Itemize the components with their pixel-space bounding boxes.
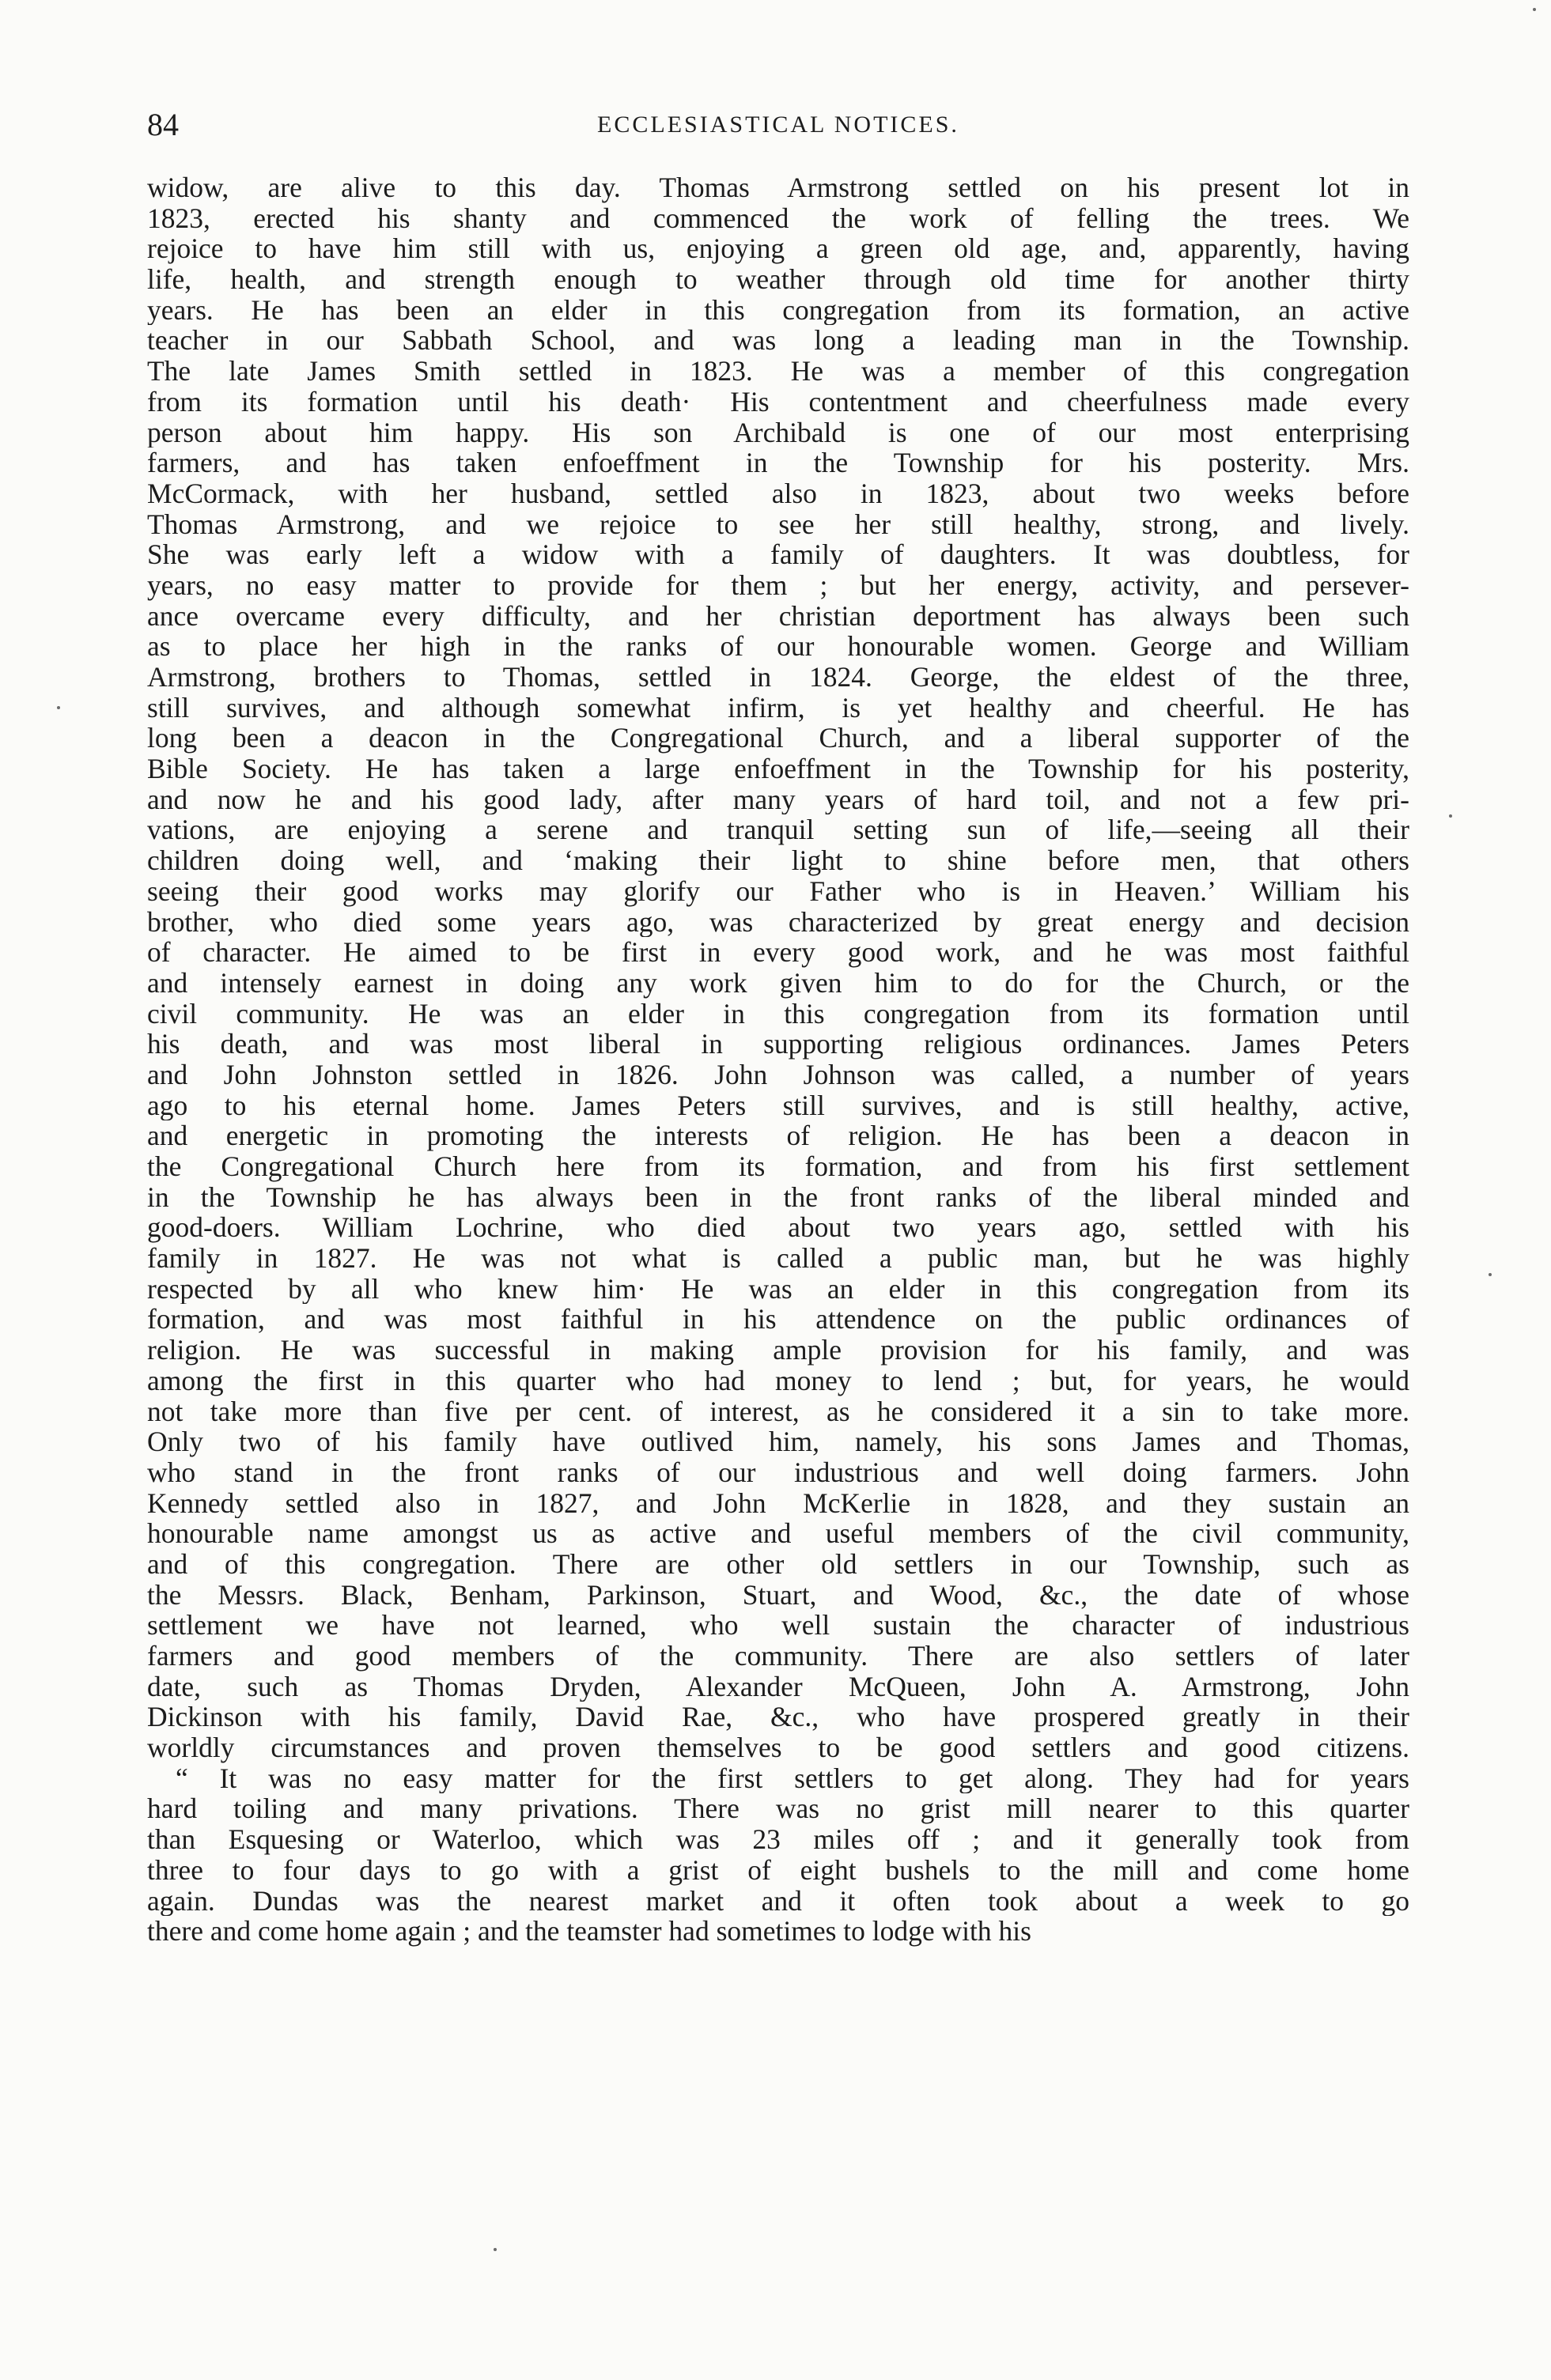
- text-line: farmers, and has taken enfoeffment in the Township for his posterity. Mrs.: [147, 448, 1409, 478]
- text-line: three to four days to go with a grist of eight bushels to the mill and come home: [147, 1854, 1409, 1886]
- running-head: ECCLESIASTICAL NOTICES.: [597, 111, 959, 138]
- text-line: civil community. He was an elder in this congregation from its formation until: [147, 998, 1409, 1029]
- text-line: his death, and was most liberal in supporting religious ordinances. James Peters: [147, 1029, 1409, 1060]
- text-line: person about him happy. His son Archibald is one of our most enterprising: [147, 417, 1409, 448]
- text-line: years, no easy matter to provide for them ; but her energy, activity, and persever-: [147, 569, 1409, 601]
- text-line: religion. He was successful in making ample provision for his family, and was: [147, 1335, 1409, 1366]
- text-line: among the first in this quarter who had money to lend ; but, for years, he would: [147, 1365, 1409, 1396]
- text-line: honourable name amongst us as active and useful members of the civil community,: [147, 1518, 1409, 1549]
- text-line: Armstrong, brothers to Thomas, settled in 1824. George, the eldest of the three,: [147, 662, 1409, 693]
- page-number: 84: [147, 107, 179, 142]
- text-line: ago to his eternal home. James Peters still survives, and is still healthy, active,: [147, 1090, 1409, 1121]
- text-line: ance overcame every difficulty, and her christian deportment has always been such: [147, 600, 1409, 632]
- text-line: from its formation until his death· His contentment and cheerfulness made every: [147, 386, 1409, 417]
- text-line: McCormack, with her husband, settled also in 1823, about two weeks before: [147, 478, 1409, 509]
- text-line: good-doers. William Lochrine, who died about two years ago, settled with his: [147, 1212, 1409, 1244]
- text-line: Kennedy settled also in 1827, and John McKerlie in 1828, and they sustain an: [147, 1487, 1409, 1519]
- text-line: not take more than five per cent. of interest, as he considered it a sin to take more.: [147, 1396, 1409, 1427]
- text-line: of character. He aimed to be first in every good work, and he was most faithful: [147, 937, 1409, 968]
- text-line: formation, and was most faithful in his attendence on the public ordinances of: [147, 1304, 1409, 1335]
- text-line: and of this congregation. There are other old settlers in our Township, such as: [147, 1548, 1409, 1580]
- text-line: Dickinson with his family, David Rae, &c., who have prospered greatly in their: [147, 1702, 1409, 1733]
- text-line: date, such as Thomas Dryden, Alexander McQueen, John A. Armstrong, John: [147, 1671, 1409, 1702]
- text-line: widow, are alive to this day. Thomas Armstrong settled on his present lot in: [147, 172, 1409, 203]
- text-line: rejoice to have him still with us, enjoying a green old age, and, apparently, having: [147, 233, 1409, 265]
- print-speck: [1533, 8, 1536, 11]
- text-line: farmers and good members of the community. There are also settlers of later: [147, 1641, 1409, 1672]
- text-line: “ It was no easy matter for the first settlers to get along. They had for years: [176, 1762, 1409, 1794]
- text-line: who stand in the front ranks of our industrious and well doing farmers. John: [147, 1456, 1409, 1488]
- text-line: brother, who died some years ago, was characterized by great energy and decision: [147, 906, 1409, 938]
- text-line: worldly circumstances and proven themselves to be good settlers and good citizens.: [147, 1732, 1409, 1763]
- text-line: family in 1827. He was not what is called a public man, but he was highly: [147, 1243, 1409, 1274]
- text-line: respected by all who knew him· He was an elder in this congregation from its: [147, 1273, 1409, 1305]
- print-speck: [494, 2248, 497, 2251]
- text-line: The late James Smith settled in 1823. He was a member of this congregation: [147, 356, 1409, 387]
- text-line: Thomas Armstrong, and we rejoice to see her still healthy, strong, and lively.: [147, 508, 1409, 540]
- text-line: Bible Society. He has taken a large enfoeffment in the Township for his posterity,: [147, 754, 1409, 784]
- text-line: long been a deacon in the Congregational Church, and a liberal supporter of the: [147, 723, 1409, 754]
- text-line: seeing their good works may glorify our Father who is in Heaven.’ William his: [147, 875, 1409, 907]
- text-line: years. He has been an elder in this congregation from its formation, an active: [147, 294, 1409, 326]
- text-line: still survives, and although somewhat infirm, is yet healthy and cheerful. He has: [147, 692, 1409, 723]
- text-line: the Congregational Church here from its formation, and from his first settlement: [147, 1151, 1409, 1182]
- print-speck: [1449, 814, 1452, 818]
- text-line: and now he and his good lady, after many years of hard toil, and not a few pri-: [147, 784, 1409, 815]
- text-line: 1823, erected his shanty and commenced the work of felling the trees. We: [147, 202, 1409, 234]
- text-line: as to place her high in the ranks of our honourable women. George and William: [147, 631, 1409, 662]
- print-speck: [1489, 1273, 1492, 1276]
- text-line: Only two of his family have outlived him, namely, his sons James and Thomas,: [147, 1426, 1409, 1457]
- text-line: and energetic in promoting the interests of religion. He has been a deacon in: [147, 1120, 1409, 1151]
- text-line: again. Dundas was the nearest market and it often took about a week to go: [147, 1885, 1409, 1917]
- text-line: hard toiling and many privations. There was no grist mill nearer to this quarter: [147, 1793, 1409, 1825]
- text-line: life, health, and strength enough to weather through old time for another thirty: [147, 264, 1409, 295]
- text-line: settlement we have not learned, who well sustain the character of industrious: [147, 1610, 1409, 1641]
- text-line: than Esquesing or Waterloo, which was 23 miles off ; and it generally took from: [147, 1824, 1409, 1855]
- text-line: teacher in our Sabbath School, and was long a leading man in the Township.: [147, 325, 1409, 357]
- print-speck: [57, 706, 60, 709]
- text-line: children doing well, and ‘making their light to shine before men, that others: [147, 845, 1409, 876]
- text-line: in the Township he has always been in the front ranks of the liberal minded and: [147, 1181, 1409, 1213]
- page-header: [147, 101, 1409, 149]
- text-line: and intensely earnest in doing any work given him to do for the Church, or the: [147, 967, 1409, 999]
- text-line: and John Johnston settled in 1826. John Johnson was called, a number of years: [147, 1059, 1409, 1090]
- text-line: the Messrs. Black, Benham, Parkinson, Stuart, and Wood, &c., the date of whose: [147, 1579, 1409, 1611]
- text-line: there and come home again ; and the teamster had sometimes to lodge with his: [147, 1916, 1031, 1947]
- body-text: [147, 172, 1409, 1947]
- text-line: She was early left a widow with a family of daughters. It was doubtless, for: [147, 539, 1409, 570]
- text-line: vations, are enjoying a serene and tranquil setting sun of life,—seeing all their: [147, 814, 1409, 846]
